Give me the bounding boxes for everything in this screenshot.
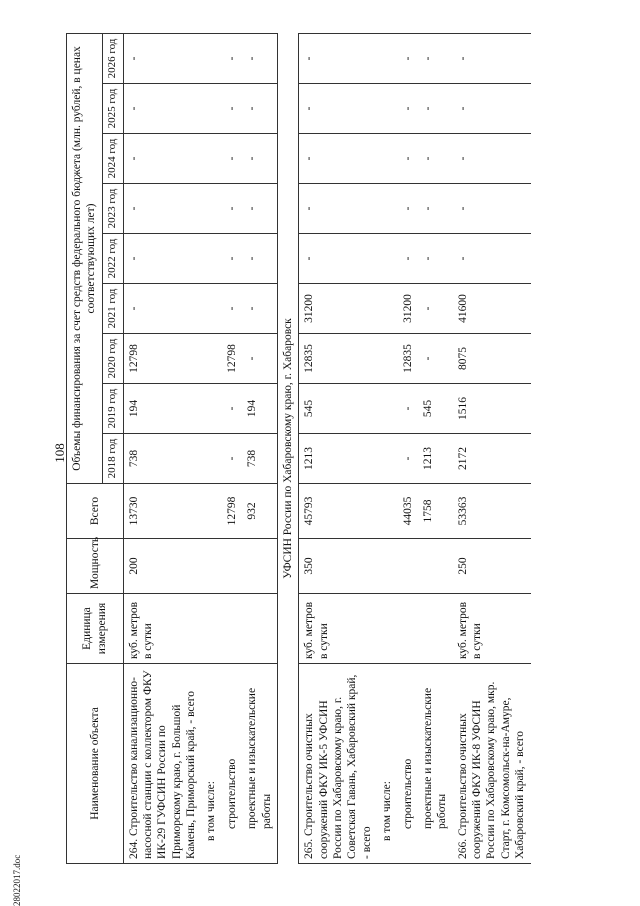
row-capacity [201,539,221,594]
row-unit: куб. метров в сутки [299,594,377,664]
row-year-value [377,234,397,284]
row-year-value: - [299,84,377,134]
row-unit [398,594,418,664]
table-row [398,33,418,863]
header-year: 2018 год [102,434,123,484]
header-year: 2022 год [102,234,123,284]
row-name: в том числе: [201,664,221,864]
table-body-primorsky [123,33,277,863]
table-row [299,33,377,863]
row-year-value [201,234,221,284]
row-total: 932 [242,484,277,539]
row-year-value: 545 [299,384,377,434]
row-year-value: - [222,234,242,284]
table-row [242,33,277,863]
row-year-value [377,184,397,234]
header-unit: Единица измерения [67,594,124,664]
row-year-value [377,334,397,384]
row-unit [242,594,277,664]
table-row [377,33,397,863]
row-year-value: - [242,84,277,134]
row-year-value: - [418,334,453,384]
row-year-value: 738 [123,434,201,484]
row-unit [418,594,453,664]
header-capacity: Мощность [67,539,124,594]
row-total: 13730 [123,484,201,539]
row-year-value: - [222,384,242,434]
row-year-value: - [299,234,377,284]
row-year-value: 12835 [398,334,418,384]
row-capacity [222,539,242,594]
row-name: 264. Строительство канализационно-насосной станции с коллектором ФКУ ИК-29 ГУФСИН России по Приморскому краю, г. Большой Камень, Приморский край, - всего [123,664,201,864]
row-name: проектные и изыскательские работы [242,664,277,864]
row-year-value: - [242,134,277,184]
header-year: 2019 год [102,384,123,434]
row-unit: куб. метров в сутки [453,594,531,664]
row-year-value [377,284,397,334]
row-year-value: - [222,33,242,83]
row-year-value: - [299,184,377,234]
row-total: 44035 [398,484,418,539]
row-name: 265. Строительство очистных сооружений ФКУ ИК-5 УФСИН России по Хабаровскому краю, г. Советская Гавань, Хабаровский край, - всего [299,664,377,864]
row-total: 53363 [453,484,531,539]
row-year-value: - [299,134,377,184]
row-year-value: - [398,33,418,83]
row-year-value: - [418,284,453,334]
header-year: 2026 год [102,33,123,83]
row-total: 12798 [222,484,242,539]
row-total [201,484,221,539]
row-year-value: - [398,434,418,484]
table-body-khabarovsk [299,33,531,863]
row-year-value: 194 [242,384,277,434]
row-capacity: 350 [299,539,377,594]
row-name: строительство [398,664,418,864]
row-capacity: 200 [123,539,201,594]
row-year-value [201,33,221,83]
row-year-value: - [418,234,453,284]
row-year-value [377,84,397,134]
row-year-value: 1213 [418,434,453,484]
row-unit [201,594,221,664]
row-year-value: - [242,334,277,384]
row-year-value [377,33,397,83]
region-title: УФСИН России по Хабаровскому краю, г. Хабаровск [277,33,298,863]
row-year-value: - [453,134,531,184]
row-year-value [201,334,221,384]
region-section [277,33,298,863]
header-total: Всего [67,484,124,539]
row-name: 266. Строительство очистных сооружений ФКУ ИК-8 УФСИН России по Хабаровскому краю, мкр. Старт, г. Комсомольск-на-Амуре, Хабаровский край, - всего [453,664,531,864]
row-total [377,484,397,539]
row-year-value [201,84,221,134]
page-number: 108 [52,443,67,463]
row-year-value [377,434,397,484]
row-year-value: - [398,134,418,184]
row-year-value: 31200 [398,284,418,334]
table-row [453,33,531,863]
header-year: 2025 год [102,84,123,134]
row-year-value: - [123,184,201,234]
row-year-value: - [453,84,531,134]
row-year-value: - [222,184,242,234]
row-year-value: 12835 [299,334,377,384]
row-year-value: - [242,234,277,284]
row-capacity [242,539,277,594]
row-unit [222,594,242,664]
row-year-value: 41600 [453,284,531,334]
row-year-value: 194 [123,384,201,434]
row-year-value: - [398,234,418,284]
row-year-value: 1213 [299,434,377,484]
row-year-value: - [398,384,418,434]
header-year: 2020 год [102,334,123,384]
row-year-value [201,384,221,434]
row-year-value: 12798 [222,334,242,384]
row-year-value: - [123,134,201,184]
row-year-value: - [418,184,453,234]
table-row [201,33,221,863]
row-year-value: - [453,234,531,284]
row-year-value: - [222,134,242,184]
row-year-value [201,434,221,484]
row-year-value: - [222,434,242,484]
row-year-value: - [242,33,277,83]
row-year-value: 8075 [453,334,531,384]
row-capacity [418,539,453,594]
row-unit [377,594,397,664]
row-year-value: - [123,84,201,134]
row-year-value: 31200 [299,284,377,334]
row-year-value: - [299,33,377,83]
row-year-value: 545 [418,384,453,434]
row-capacity [377,539,397,594]
row-year-value [201,284,221,334]
table-row [123,33,201,863]
row-year-value: - [453,184,531,234]
row-year-value: - [242,284,277,334]
header-year: 2021 год [102,284,123,334]
row-year-value: - [453,33,531,83]
row-unit: куб. метров в сутки [123,594,201,664]
row-year-value [201,134,221,184]
row-capacity [398,539,418,594]
row-year-value: - [418,33,453,83]
header-year: 2023 год [102,184,123,234]
row-year-value: 12798 [123,334,201,384]
row-total: 45793 [299,484,377,539]
row-year-value: 738 [242,434,277,484]
row-year-value: - [398,84,418,134]
row-name: в том числе: [377,664,397,864]
row-year-value: - [242,184,277,234]
row-year-value: - [123,33,201,83]
header-funding: Объемы финансирования за счет средств федерального бюджета (млн. рублей, в ценах соответствующих лет) [67,33,103,483]
header-year: 2024 год [102,134,123,184]
row-year-value [377,384,397,434]
header-name: Наименование объекта [67,664,124,864]
row-year-value: - [222,284,242,334]
row-name: строительство [222,664,242,864]
row-year-value: - [222,84,242,134]
row-year-value [377,134,397,184]
footer-code: 28022017.doc [12,854,22,906]
row-year-value: - [418,84,453,134]
row-year-value [201,184,221,234]
row-year-value: 2172 [453,434,531,484]
funding-table [66,33,531,864]
row-year-value: - [123,284,201,334]
row-name: проектные и изыскательские работы [418,664,453,864]
row-total: 1758 [418,484,453,539]
rotated-page [66,34,611,864]
row-year-value: - [398,184,418,234]
row-year-value: - [123,234,201,284]
row-capacity: 250 [453,539,531,594]
row-year-value: - [418,134,453,184]
row-year-value: 1516 [453,384,531,434]
table-row [222,33,242,863]
table-row [418,33,453,863]
